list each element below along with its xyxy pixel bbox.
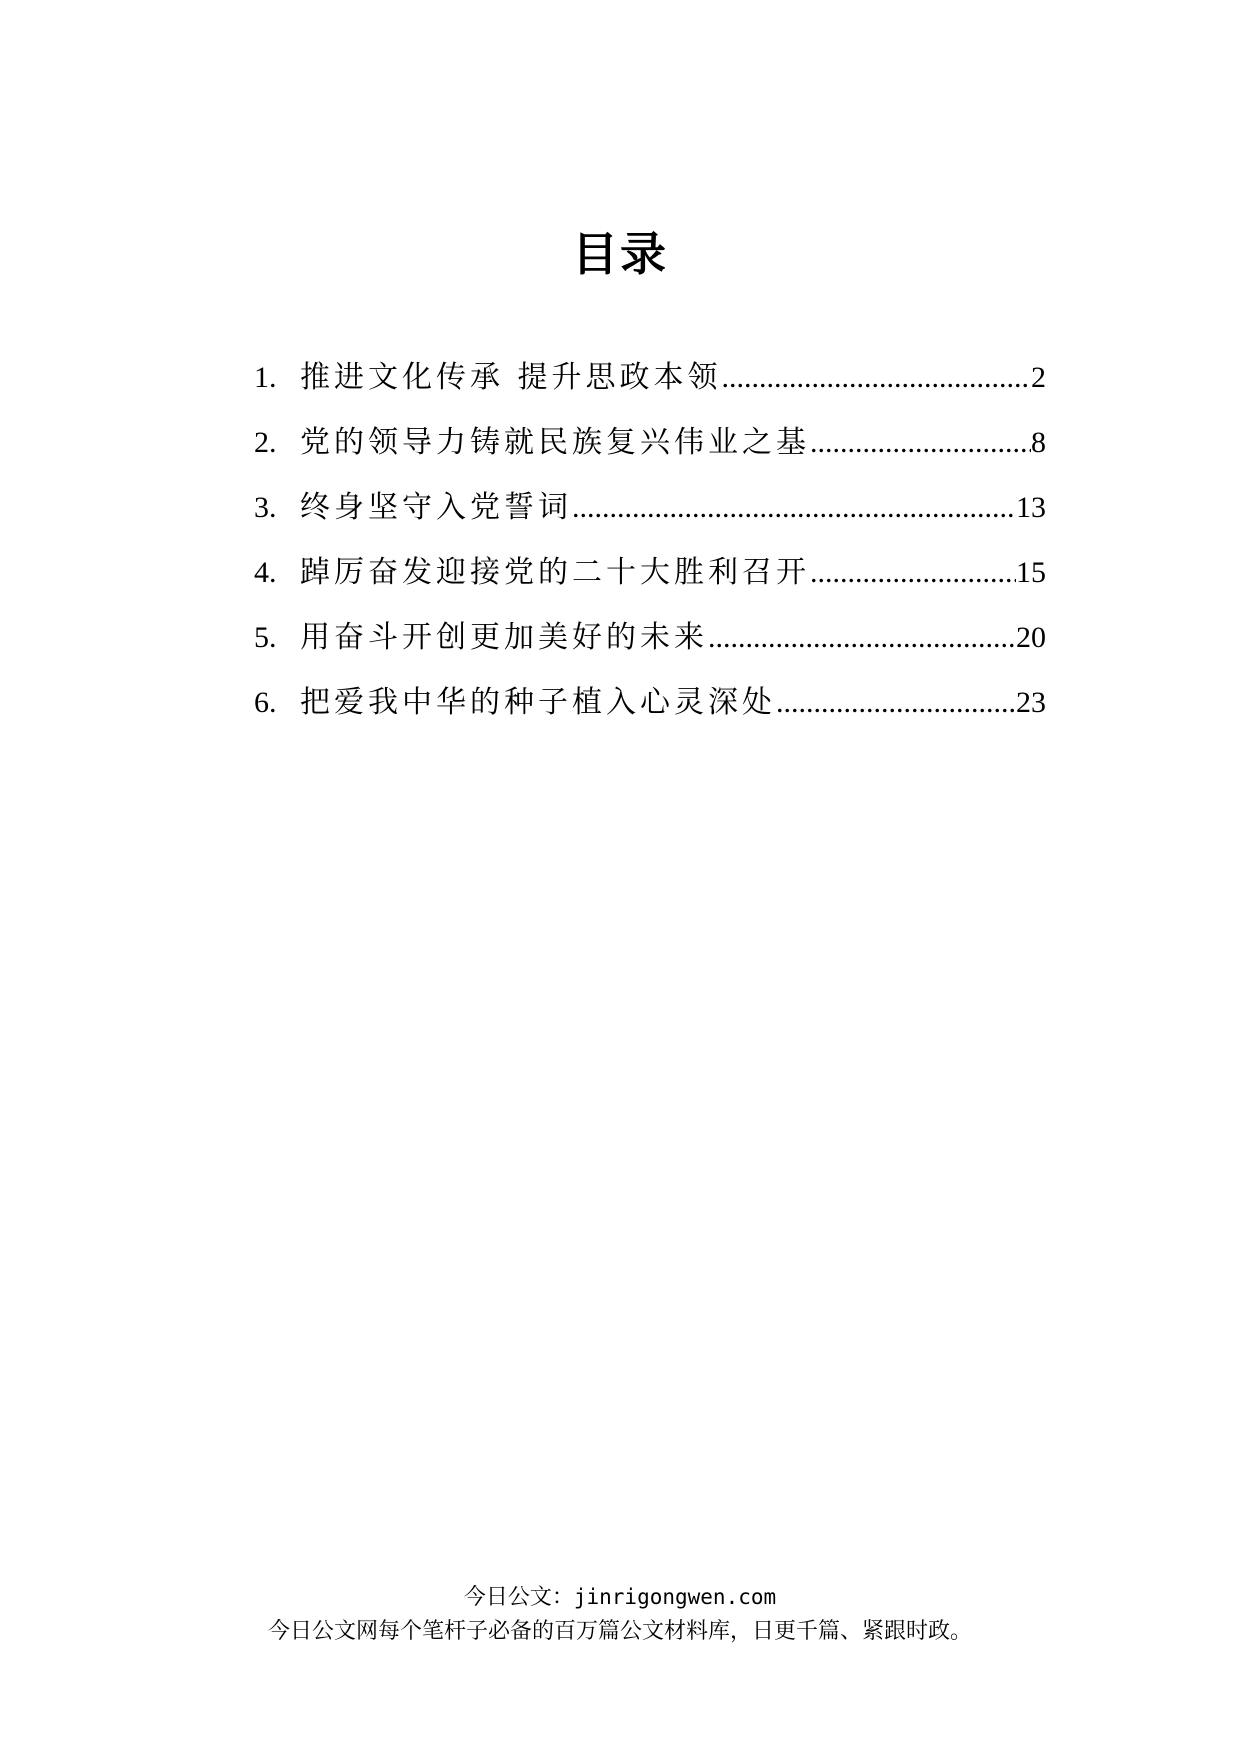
toc-entry[interactable]: [254, 488, 1046, 553]
footer-site-link[interactable]: jinrigongwen.com: [573, 1585, 777, 1609]
toc-dot-leader: [722, 358, 1031, 398]
footer-site-label: 今日公文：: [463, 1585, 574, 1610]
toc-entry[interactable]: [254, 423, 1046, 488]
toc-entry-number: 2.: [254, 426, 277, 459]
toc-entry-page: 8: [1031, 426, 1046, 459]
toc-entry-number: 3.: [254, 491, 277, 524]
toc-dot-leader: [776, 683, 1016, 723]
toc-entry-page: 2: [1031, 361, 1046, 394]
toc-entry-page: 20: [1016, 621, 1046, 654]
toc-entry-page: 23: [1016, 686, 1046, 719]
toc-dot-leader: [572, 488, 1016, 528]
toc-dot-leader: [810, 553, 1016, 593]
table-of-contents: [254, 358, 1046, 748]
toc-entry-page: 15: [1016, 556, 1046, 589]
toc-entry-title: 用奋斗开创更加美好的未来: [300, 620, 708, 655]
toc-entry[interactable]: [254, 683, 1046, 748]
toc-entry-title: 党的领导力铸就民族复兴伟业之基: [300, 425, 810, 460]
toc-entry[interactable]: [254, 618, 1046, 683]
toc-entry-number: 5.: [254, 621, 277, 654]
toc-entry-page: 13: [1016, 491, 1046, 524]
toc-entry[interactable]: [254, 553, 1046, 618]
toc-title: 目录: [572, 227, 668, 281]
toc-dot-leader: [708, 618, 1016, 658]
footer-slogan: 今日公文网每个笔杆子必备的百万篇公文材料库，日更千篇、紧跟时政。: [267, 1619, 972, 1644]
footer-site: [0, 1580, 1240, 1611]
toc-entry-number: 4.: [254, 556, 277, 589]
toc-entry-number: 1.: [254, 361, 277, 394]
toc-entry[interactable]: [254, 358, 1046, 423]
toc-entry-title: 踔厉奋发迎接党的二十大胜利召开: [300, 555, 810, 590]
toc-entry-number: 6.: [254, 686, 277, 719]
toc-entry-title: 把爱我中华的种子植入心灵深处: [300, 685, 776, 720]
toc-entry-title: 推进文化传承 提升思政本领: [300, 360, 722, 395]
toc-dot-leader: [810, 423, 1031, 463]
toc-entry-title: 终身坚守入党誓词: [300, 490, 572, 525]
